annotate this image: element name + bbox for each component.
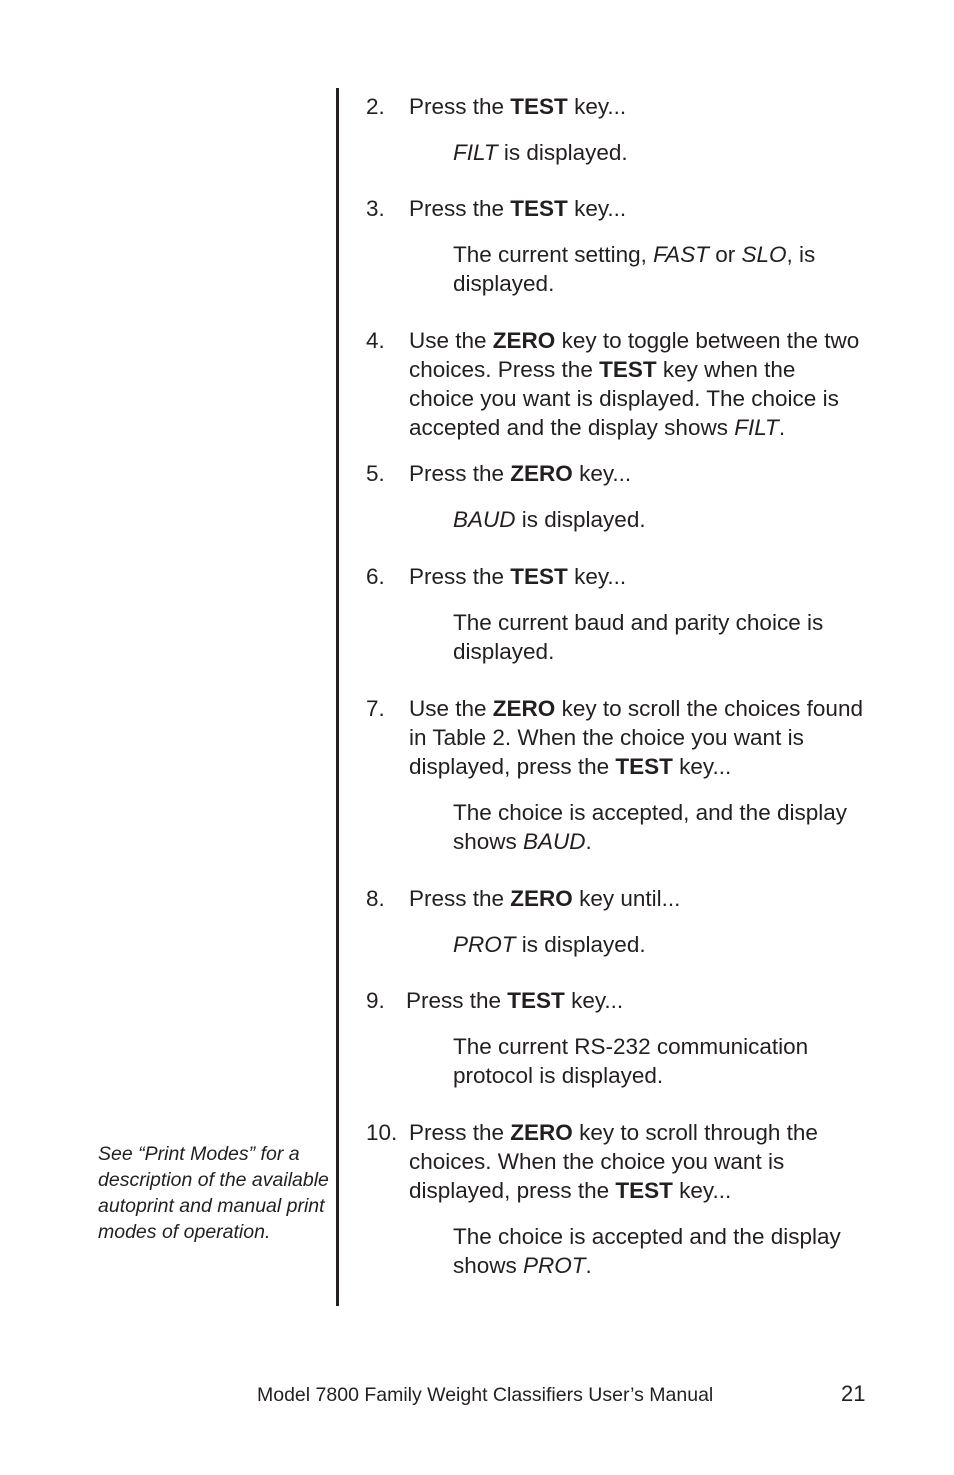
step-result [366,240,866,298]
step-number: 4. [366,328,385,353]
step-result [366,1032,866,1090]
step-3 [366,194,866,298]
step-instruction [366,694,866,781]
step-number: 2. [366,94,385,119]
key-name: ZERO [492,696,556,721]
display-code: FAST [653,242,709,267]
instruction-text: Press the [409,564,511,589]
step-number: 7. [366,696,385,721]
instruction-text: . [778,415,786,440]
step-number: 9. [366,988,385,1013]
instruction-text: key... [567,196,627,221]
instruction-text: key to scroll the choices found in Table 2. When the choice you want is displayed, press the [409,696,863,779]
footer-manual-title: Model 7800 Family Weight Classifiers User’s Manual [257,1384,714,1406]
instruction-text: Press the [406,988,508,1013]
instruction-text: key when the choice you want is displayed. The choice is accepted and the display shows [409,357,839,440]
result-text: . [585,829,592,854]
display-code: BAUD [523,829,586,854]
result-text: . [585,1253,592,1278]
step-number: 6. [366,564,385,589]
step-instruction [366,884,866,913]
vertical-rule [336,88,339,1306]
instruction-text: Use the [409,328,493,353]
step-5 [366,459,866,534]
step-instruction [366,562,866,591]
instruction-text: Press the [409,886,511,911]
step-4 [366,326,866,442]
key-name: TEST [599,357,657,382]
instruction-text: key to toggle between the two choices. Press the [409,328,860,382]
instruction-text: key... [672,1178,732,1203]
step-number: 10. [366,1120,398,1145]
display-code: PROT [453,932,516,957]
display-code: FILT [734,415,779,440]
result-text: is displayed. [497,140,628,165]
step-number: 3. [366,196,385,221]
display-code: BAUD [453,507,516,532]
display-code: FILT [453,140,498,165]
key-name: TEST [510,564,568,589]
instruction-text: Press the [409,196,511,221]
key-name: ZERO [492,328,556,353]
key-name: TEST [615,1178,673,1203]
step-result [366,138,866,167]
key-name: ZERO [510,1120,573,1145]
step-instruction [366,986,866,1015]
display-code: PROT [523,1253,586,1278]
result-text: The current RS-232 communication protocol is displayed. [453,1034,809,1088]
key-name: TEST [615,754,673,779]
key-name: TEST [510,94,568,119]
page-number: 21 [841,1381,866,1406]
step-8 [366,884,866,959]
step-result [366,505,866,534]
key-name: TEST [507,988,565,1013]
step-9 [366,986,866,1090]
key-name: ZERO [510,886,573,911]
step-6 [366,562,866,666]
result-text: The choice is accepted and the display shows [453,1224,841,1278]
instruction-text: Press the [409,94,511,119]
step-10 [366,1118,866,1280]
instruction-text: key... [672,754,732,779]
instruction-text: key... [572,461,632,486]
step-7 [366,694,866,856]
step-instruction [366,1118,866,1205]
instruction-text: key... [567,564,627,589]
result-text: The current setting, [453,242,654,267]
instruction-text: Press the [409,461,511,486]
step-result [366,608,866,666]
step-instruction [366,326,866,442]
step-result [366,930,866,959]
result-text: The choice is accepted, and the display shows [453,800,847,854]
instruction-text: key until... [572,886,681,911]
instruction-text: key to scroll through the choices. When the choice you want is displayed, press the [409,1120,818,1203]
step-number: 8. [366,886,385,911]
step-number: 5. [366,461,385,486]
result-text: or [708,242,742,267]
instruction-text: Press the [409,1120,511,1145]
step-instruction [366,459,866,488]
instruction-text: key... [567,94,627,119]
step-2 [366,92,866,167]
margin-note: See “Print Modes” for a description of the available autoprint and manual print modes of operation. [98,1143,329,1243]
key-name: ZERO [510,461,573,486]
result-text: , is displayed. [453,242,816,296]
result-text: is displayed. [515,507,646,532]
step-result [366,798,866,856]
display-code: SLO [741,242,787,267]
instruction-text: Use the [409,696,493,721]
step-instruction [366,92,866,121]
step-result [366,1222,866,1280]
key-name: TEST [510,196,568,221]
step-list [366,92,866,1280]
result-text: is displayed. [515,932,646,957]
step-instruction [366,194,866,223]
instruction-text: key... [564,988,624,1013]
result-text: The current baud and parity choice is displayed. [453,610,824,664]
